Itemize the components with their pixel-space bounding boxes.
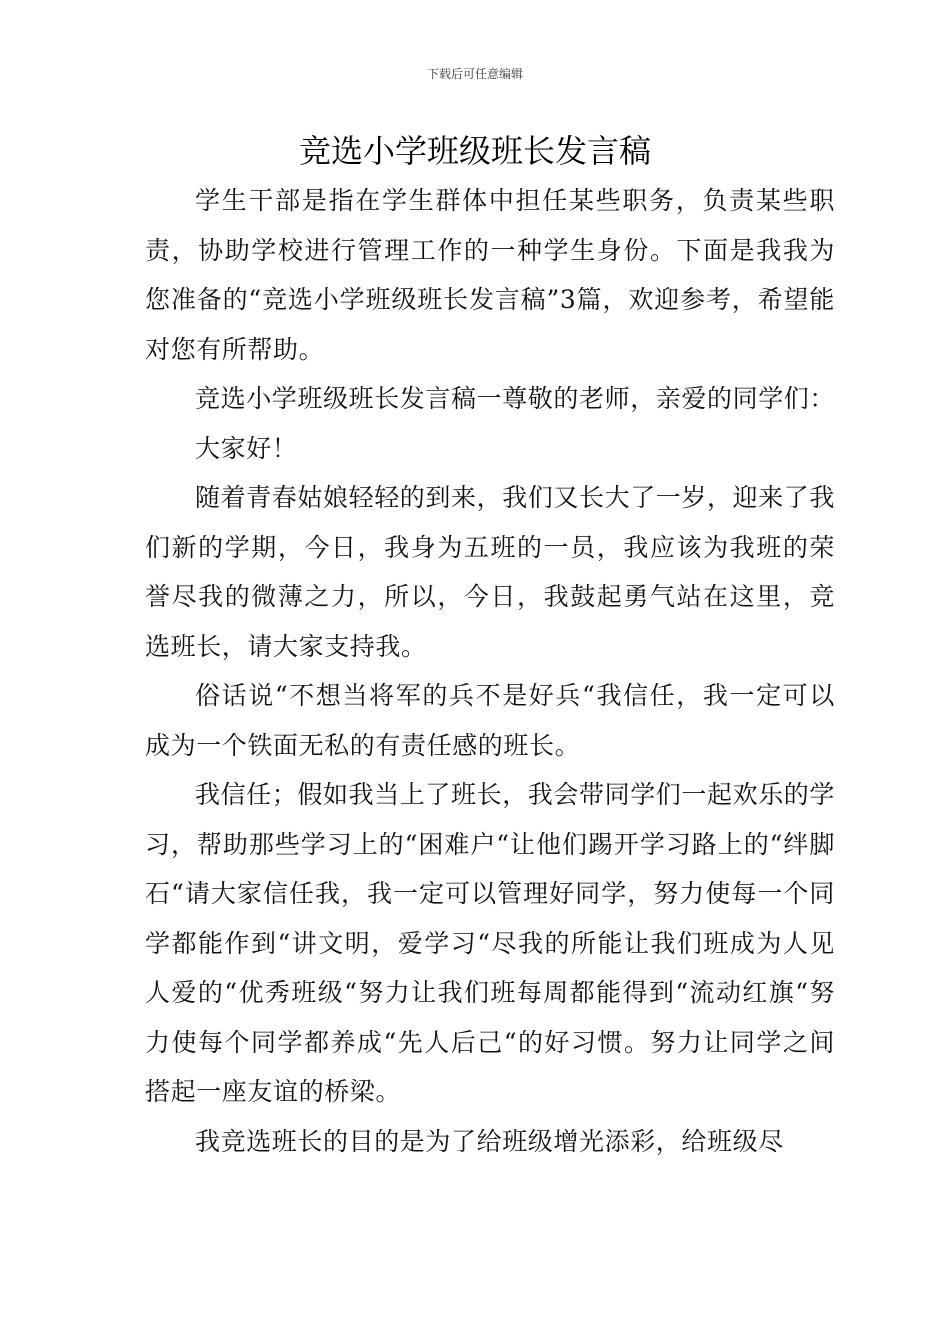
paragraph-intro: 学生干部是指在学生群体中担任某些职务，负责某些职责，协助学校进行管理工作的一种学生身份。下面是我我为您准备的“竞选小学班级班长发言稿”3篇，欢迎参考，希望能对您有所帮助。: [145, 186, 835, 364]
paragraph-greeting: 大家好！: [195, 433, 298, 463]
header-note: 下载后可任意编辑: [426, 67, 523, 81]
paragraph-promise: 我信任；假如我当上了班长，我会带同学们一起欢乐的学习，帮助那些学习上的“困难户“让他们踢开学习路上的“绊脚石“请大家信任我，我一定可以管理好同学，努力使每一个同学都能作到“讲文明，爱学习“尽我的所能让我们班成为人见人爱的“优秀班级“努力让我们班每周都能得到“流动红旗“努力使每个同学都养成“先人后己“的好习惯。努力让同学之间搭起一座友谊的桥梁。: [145, 780, 836, 1106]
document-body: [145, 176, 835, 1166]
paragraph-new-semester: 随着青春姑娘轻轻的到来，我们又长大了一岁，迎来了我们新的学期，今日，我身为五班的一员，我应该为我班的荣誉尽我的微薄之力，所以，今日，我鼓起勇气站在这里，竞选班长，请大家支持我。: [145, 483, 836, 661]
paragraph-proverb: 俗话说“不想当将军的兵不是好兵“我信任，我一定可以成为一个铁面无私的有责任感的班长。: [145, 681, 835, 760]
document-title: 竞选小学班级班长发言稿: [298, 132, 651, 170]
paragraph-purpose: 我竞选班长的目的是为了给班级增光添彩，给班级尽: [195, 1126, 784, 1156]
paragraph-salutation: 竞选小学班级班长发言稿一尊敬的老师，亲爱的同学们：: [195, 384, 836, 413]
